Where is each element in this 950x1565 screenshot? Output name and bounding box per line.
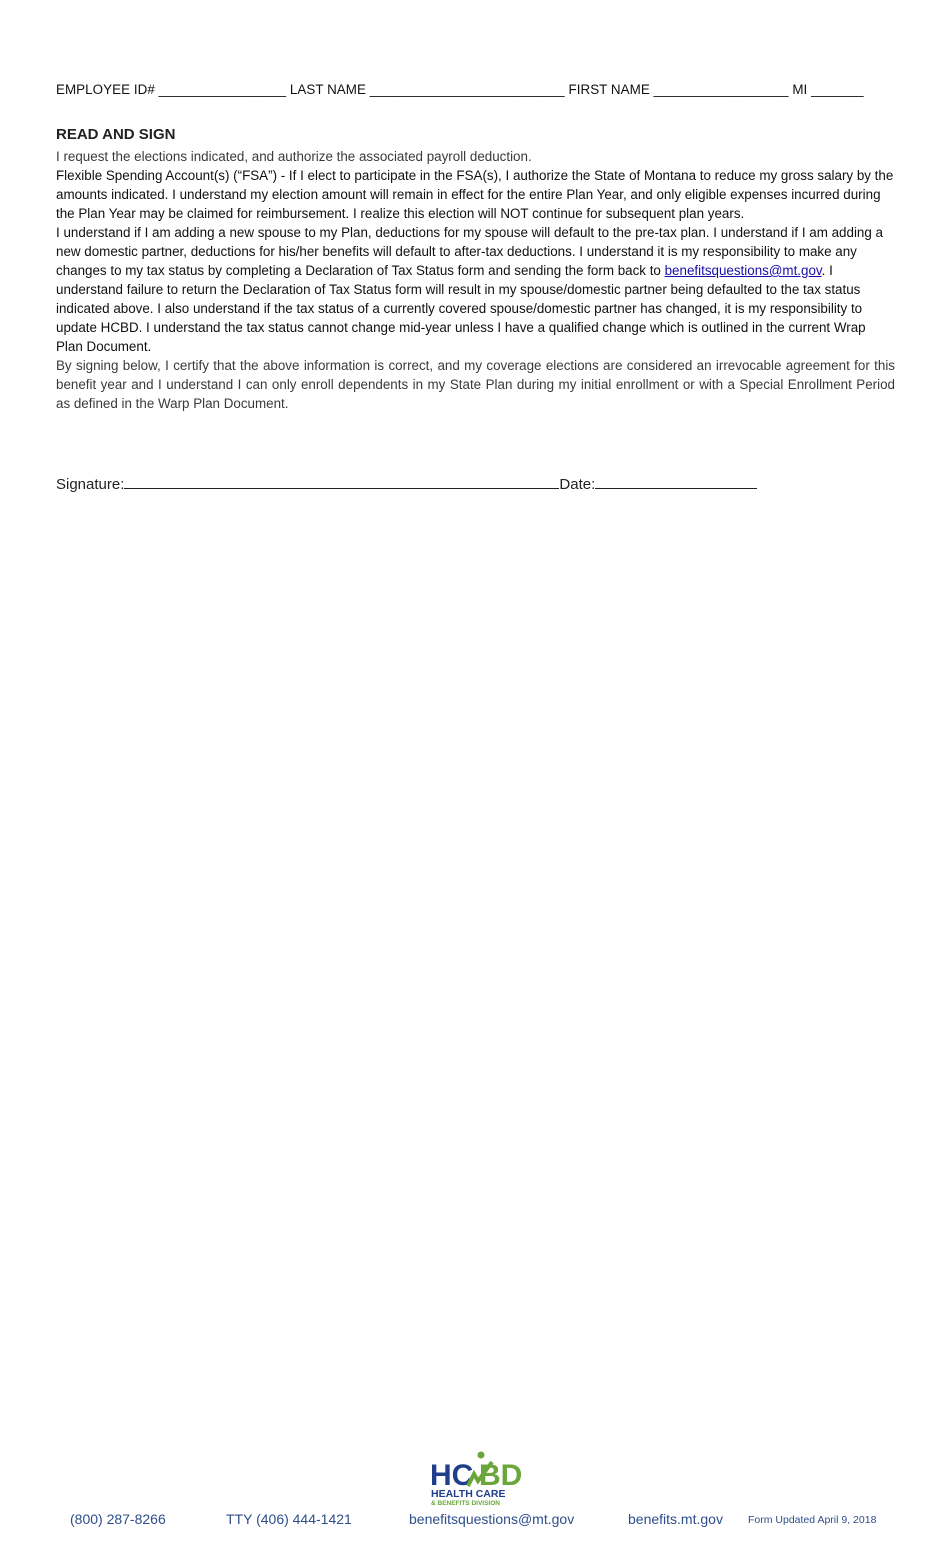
spouse-text-part1: I understand if I am adding a new spouse to my Plan, deductions for my spouse will default to the pre-tax plan. I understand if I am adding a new domestic partner, deductions for his/her benefits will default to after-tax deductions. I understand it is my responsibility to make any changes to my tax status by completing a Declaration of Tax Status form and sending the form back to: [56, 225, 883, 278]
intro-paragraph: I request the elections indicated, and authorize the associated payroll deduction.: [56, 149, 532, 164]
footer-updated: Form Updated April 9, 2018: [748, 1514, 877, 1526]
logo-dot: [478, 1452, 485, 1459]
signature-field[interactable]: [124, 473, 559, 489]
signature-row: [56, 473, 757, 493]
email-link[interactable]: benefitsquestions@mt.gov: [664, 263, 822, 278]
footer-email[interactable]: benefitsquestions@mt.gov: [409, 1511, 575, 1527]
footer-tty[interactable]: TTY (406) 444-1421: [226, 1511, 352, 1527]
mi-label: MI: [792, 82, 808, 97]
logo-letters-right: BD: [479, 1459, 522, 1492]
first-name-field[interactable]: __________________: [653, 82, 789, 97]
first-name-label: FIRST NAME: [568, 82, 650, 97]
footer-website[interactable]: benefits.mt.gov: [628, 1511, 723, 1527]
terms-body: [56, 147, 895, 413]
footer-phone[interactable]: (800) 287-8266: [70, 1511, 166, 1527]
employee-id-field[interactable]: _________________: [158, 82, 287, 97]
footer: [0, 1509, 950, 1531]
signature-label: Signature:: [56, 476, 125, 493]
certify-paragraph: By signing below, I certify that the above information is correct, and my coverage elections are considered an irrevocable agreement for this benefit year and I understand I can only enroll dependents in my State Plan during my initial enrollment or with a Special Enrollment Period as defined in the Warp Plan Document.: [56, 358, 895, 411]
spouse-text-part2: . I understand failure to return the Declaration of Tax Status form will result in my spouse/domestic partner being defaulted to the tax status indicated above. I also understand if the tax status of a currently covered spouse/domestic partner has changed, it is my responsibility to update HCBD. I understand the tax status cannot change mid-year unless I have a qualified change which is outlined in the current Wrap Plan Document.: [56, 263, 866, 354]
logo-line1: HEALTH CARE: [431, 1488, 506, 1500]
spouse-paragraph: [56, 223, 895, 356]
logo-line2: & BENEFITS DIVISION: [431, 1500, 500, 1507]
hcbd-logo: [430, 1450, 522, 1510]
date-label: Date:: [559, 476, 596, 493]
section-title: READ AND SIGN: [56, 126, 176, 143]
employee-info-line: [56, 82, 896, 97]
fsa-paragraph: Flexible Spending Account(s) (“FSA”) - If I elect to participate in the FSA(s), I authorize the State of Montana to reduce my gross salary by the amounts indicated. I understand my election amount will remain in effect for the entire Plan Year, and only eligible expenses incurred during the Plan Year may be claimed for reimbursement. I realize this election will NOT continue for subsequent plan years.: [56, 168, 894, 221]
logo-letters-left: HC: [430, 1459, 474, 1492]
mi-field[interactable]: _______: [811, 82, 864, 97]
date-field[interactable]: [595, 473, 757, 489]
employee-id-label: EMPLOYEE ID#: [56, 82, 155, 97]
last-name-label: LAST NAME: [289, 82, 366, 97]
last-name-field[interactable]: __________________________: [369, 82, 565, 97]
